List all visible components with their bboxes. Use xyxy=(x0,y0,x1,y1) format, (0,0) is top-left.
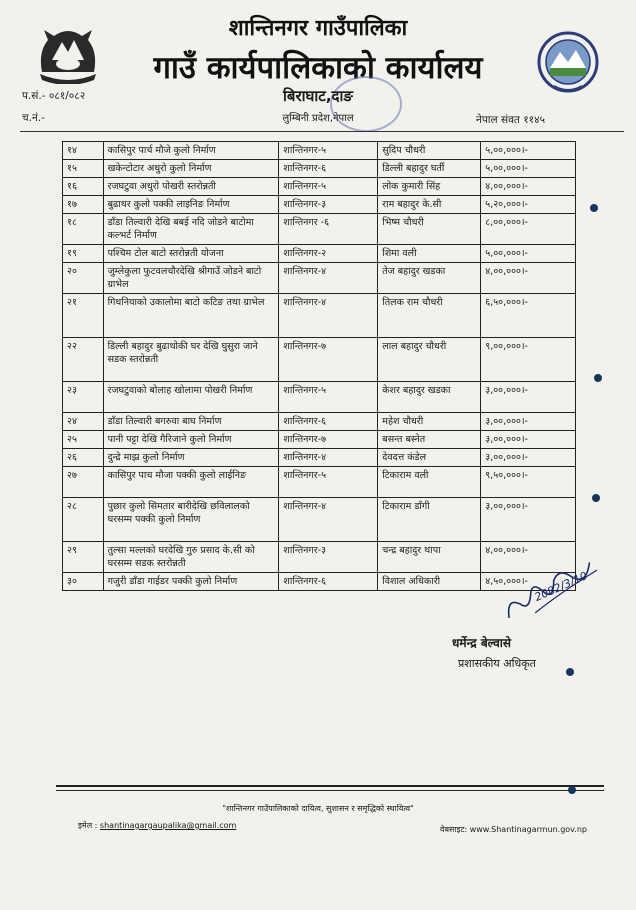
chairperson-cell: लोक कुमारी सिंह xyxy=(378,178,481,196)
email-label: इमेल : xyxy=(78,821,98,830)
project-name-cell: रजघटुवाको बोलाह खोलामा पोखरी निर्माण xyxy=(103,382,279,413)
chairperson-cell: चन्द्र बहादुर थापा xyxy=(378,542,481,573)
table-row xyxy=(63,431,576,449)
chairperson-cell: राम बहादुर के.सी xyxy=(378,196,481,214)
project-table xyxy=(62,141,576,591)
amount-cell: ५,००,०००।- xyxy=(481,142,576,160)
table-row xyxy=(63,142,576,160)
project-name-cell: बुढाथर कुलो पक्की लाइनिङ निर्माण xyxy=(103,196,279,214)
amount-cell: ३,००,०००।- xyxy=(481,382,576,413)
ward-cell: शान्तिनगर-४ xyxy=(279,294,378,338)
project-name-cell: रजघटुवा अधुरो पोखरी स्तरोन्नती xyxy=(103,178,279,196)
office-location: बिराघाट,दाङ xyxy=(283,87,353,105)
footer-website xyxy=(440,824,587,835)
table-row xyxy=(63,263,576,294)
ward-cell: शान्तिनगर -६ xyxy=(279,214,378,245)
chairperson-cell: देवदत्त कंडेल xyxy=(378,449,481,467)
project-name-cell: डाँडा तिल्वारी देखि बबई नदि जोडने बाटोमा कल्भर्ट निर्माण xyxy=(103,214,279,245)
email-link[interactable]: shantinagargaupalika@gmail.com xyxy=(99,821,237,830)
table-row xyxy=(63,413,576,431)
project-name-cell: कासिपुर पार्च मौजे कुलो निर्माण xyxy=(103,142,279,160)
table-row xyxy=(63,498,576,542)
signer-name: धर्मेन्द्र बेल्वासे xyxy=(452,636,511,650)
ward-cell: शान्तिनगर-६ xyxy=(279,573,378,591)
project-name-cell: पश्चिम टोल बाटो स्तरोन्नती योजना xyxy=(103,245,279,263)
website-link[interactable]: www.Shantinagarmun.gov.np xyxy=(469,825,587,834)
office-title: गाउँ कार्यपालिकाको कार्यालय xyxy=(153,50,483,86)
serial-cell: १७ xyxy=(63,196,104,214)
project-name-cell: गिधनियाको उकालोमा बाटो कटिङ तथा ग्राभेल xyxy=(103,294,279,338)
ward-cell: शान्तिनगर-५ xyxy=(279,467,378,498)
ink-mark xyxy=(566,668,574,676)
serial-cell: १९ xyxy=(63,245,104,263)
table-row xyxy=(63,382,576,413)
ink-mark xyxy=(590,204,598,212)
header-divider xyxy=(20,131,624,132)
serial-cell: २७ xyxy=(63,467,104,498)
chairperson-cell: सुदिप चौधरी xyxy=(378,142,481,160)
ward-cell: शान्तिनगर-४ xyxy=(279,498,378,542)
amount-cell: ३,००,०००।- xyxy=(481,431,576,449)
serial-cell: १५ xyxy=(63,160,104,178)
ward-cell: शान्तिनगर-५ xyxy=(279,382,378,413)
amount-cell: ३,००,०००।- xyxy=(481,449,576,467)
project-name-cell: दुन्द्रे माझ्र कुलो निर्माण xyxy=(103,449,279,467)
chairperson-cell: महेश चौधरी xyxy=(378,413,481,431)
table-row xyxy=(63,338,576,382)
amount-cell: ४,००,०००।- xyxy=(481,178,576,196)
project-name-cell: गजुरी डाँडा गाईडर पक्की कुलो निर्माण xyxy=(103,573,279,591)
chairperson-cell: टिकाराम डाँगी xyxy=(378,498,481,542)
table-row xyxy=(63,160,576,178)
table-row xyxy=(63,467,576,498)
ward-cell: शान्तिनगर-२ xyxy=(279,245,378,263)
table-row xyxy=(63,542,576,573)
amount-cell: ४,५०,०००।- xyxy=(481,573,576,591)
chairperson-cell: शिमा वली xyxy=(378,245,481,263)
project-name-cell: पुछार कुलो सिमतार बारीदेखि छविलालको घरसम्म पक्की कुलो निर्माण xyxy=(103,498,279,542)
serial-cell: १४ xyxy=(63,142,104,160)
ward-cell: शान्तिनगर-३ xyxy=(279,542,378,573)
ward-cell: शान्तिनगर-५ xyxy=(279,178,378,196)
chairperson-cell: लाल बहादुर चौधरी xyxy=(378,338,481,382)
serial-cell: २१ xyxy=(63,294,104,338)
ink-mark xyxy=(594,374,602,382)
chairperson-cell: विशाल अधिकारी xyxy=(378,573,481,591)
serial-cell: २५ xyxy=(63,431,104,449)
website-label: वेबसाइट: xyxy=(440,825,468,834)
table-row xyxy=(63,245,576,263)
project-name-cell: पानी पट्टा देखि गैरिजाने कुलो निर्माण xyxy=(103,431,279,449)
amount-cell: ३,००,०००।- xyxy=(481,413,576,431)
amount-cell: ९,५०,०००।- xyxy=(481,467,576,498)
serial-cell: २६ xyxy=(63,449,104,467)
table-row xyxy=(63,573,576,591)
ward-cell: शान्तिनगर-६ xyxy=(279,413,378,431)
table-row xyxy=(63,294,576,338)
office-province: लुम्बिनी प्रदेश,नेपाल xyxy=(282,113,354,124)
amount-cell: ५,००,०००।- xyxy=(481,160,576,178)
serial-cell: २९ xyxy=(63,542,104,573)
footer-divider-thin xyxy=(56,790,604,791)
signer-title: प्रशासकीय अधिकृत xyxy=(458,657,536,670)
ward-cell: शान्तिनगर-७ xyxy=(279,338,378,382)
letter-ps-number: प.सं.- ०८१/०८२ xyxy=(22,90,86,102)
serial-cell: २३ xyxy=(63,382,104,413)
ward-cell: शान्तिनगर-४ xyxy=(279,263,378,294)
amount-cell: ६,५०,०००।- xyxy=(481,294,576,338)
serial-cell: १६ xyxy=(63,178,104,196)
ward-cell: शान्तिनगर-७ xyxy=(279,431,378,449)
project-name-cell: डाँडा तिल्वारी बगरुवा बाघ निर्माण xyxy=(103,413,279,431)
project-name-cell: खकेन्टोटार अधुरो कुलो निर्माण xyxy=(103,160,279,178)
ink-mark xyxy=(592,494,600,502)
amount-cell: ५,००,०००।- xyxy=(481,245,576,263)
ward-cell: शान्तिनगर-५ xyxy=(279,142,378,160)
serial-cell: २२ xyxy=(63,338,104,382)
serial-cell: १८ xyxy=(63,214,104,245)
table-row xyxy=(63,449,576,467)
project-name-cell: कासिपुर पाच मौजा पक्की कुलो लाईनिङ xyxy=(103,467,279,498)
ward-cell: शान्तिनगर-६ xyxy=(279,160,378,178)
footer-email xyxy=(78,820,236,831)
amount-cell: ४,००,०००।- xyxy=(481,542,576,573)
chairperson-cell: डिल्ली बहादुर घर्ती xyxy=(378,160,481,178)
ward-cell: शान्तिनगर-४ xyxy=(279,449,378,467)
project-name-cell: डिल्ली बहादुर बुढाथोकी घर देखि घुसुरा जाने सडक स्तरोन्नती xyxy=(103,338,279,382)
ward-cell: शान्तिनगर-३ xyxy=(279,196,378,214)
chairperson-cell: तिलक राम चौधरी xyxy=(378,294,481,338)
letter-ch-number: च.नं.- xyxy=(22,112,45,124)
table-row xyxy=(63,214,576,245)
table-row xyxy=(63,178,576,196)
serial-cell: २८ xyxy=(63,498,104,542)
amount-cell: ५,२०,०००।- xyxy=(481,196,576,214)
project-name-cell: जुम्लेकुला फुटवलचौरदेखि श्रीगाउँ जोडने बाटो ग्राभेल xyxy=(103,263,279,294)
chairperson-cell: तेज बहादुर खडका xyxy=(378,263,481,294)
chairperson-cell: टिकाराम वली xyxy=(378,467,481,498)
chairperson-cell: केशर बहादुर खडका xyxy=(378,382,481,413)
ink-mark xyxy=(568,786,576,794)
chairperson-cell: भिष्म चौधरी xyxy=(378,214,481,245)
amount-cell: ३,००,०००।- xyxy=(481,498,576,542)
amount-cell: ९,००,०००।- xyxy=(481,338,576,382)
municipality-name: शान्तिनगर गाउँपालिका xyxy=(228,16,408,41)
chairperson-cell: बसन्त बस्नेत xyxy=(378,431,481,449)
footer-divider xyxy=(56,785,604,787)
serial-cell: २४ xyxy=(63,413,104,431)
footer-slogan: "शान्तिनगर गाउँपालिकाको दायित्व, सुशासन र समृद्धिको स्थायित्व" xyxy=(222,804,414,813)
signature-date: 2082/3/10 xyxy=(532,569,590,605)
serial-cell: २० xyxy=(63,263,104,294)
serial-cell: ३० xyxy=(63,573,104,591)
amount-cell: ४,००,०००।- xyxy=(481,263,576,294)
table-row xyxy=(63,196,576,214)
amount-cell: ८,००,०००।- xyxy=(481,214,576,245)
project-name-cell: तुल्सा मल्लको घरदेखि गुरु प्रसाद के.सी को घरसम्म सडक स्तरोन्नती xyxy=(103,542,279,573)
nepal-samvat: नेपाल संवत ११४५ xyxy=(476,114,546,126)
